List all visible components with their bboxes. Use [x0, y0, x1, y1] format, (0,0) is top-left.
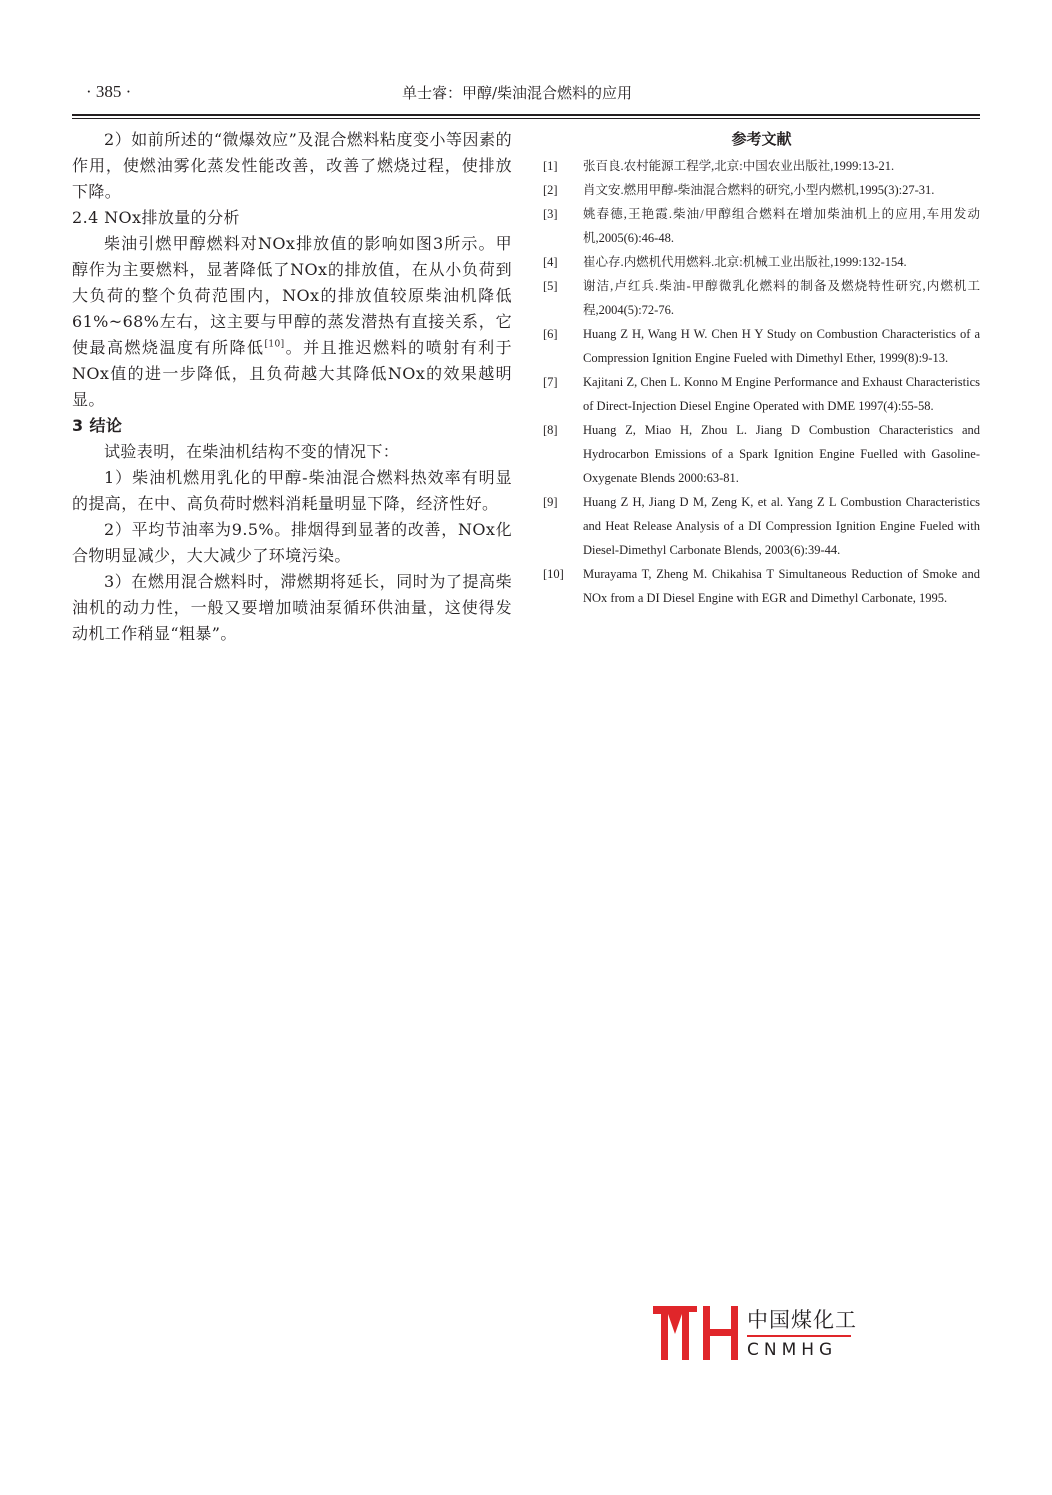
body-column	[72, 127, 512, 647]
paragraph-nox-analysis	[72, 231, 512, 413]
reference-number: [9]	[543, 495, 558, 509]
reference-text: Huang Z H, Wang H W. Chen H Y Study on Combustion Characteristics of a Compression Ignition Engine Fueled with Dimethyl Ether, 1999(8):9-13.	[583, 327, 980, 365]
reference-text: 谢洁,卢红兵.柴油-甲醇微乳化燃料的制备及燃烧特性研究,内燃机工程,2004(5):72-76.	[583, 279, 980, 317]
logo-divider	[747, 1335, 851, 1337]
reference-text: Huang Z, Miao H, Zhou L. Jiang D Combustion Characteristics and Hydrocarbon Emissions of a Spark Ignition Engine Fuelled with Gasoline-Oxygenate Blends 2000:63-81.	[583, 423, 980, 485]
paragraph-micro-explosion: 2）如前所述的“微爆效应”及混合燃料粘度变小等因素的作用，使燃油雾化蒸发性能改善，改善了燃烧过程，使排放下降。	[72, 130, 512, 201]
reference-text: 姚春德,王艳霞.柴油/甲醇组合燃料在增加柴油机上的应用,车用发动机,2005(6):46-48.	[583, 207, 980, 245]
reference-text: 崔心存.内燃机代用燃料.北京:机械工业出版社,1999:132-154.	[583, 255, 907, 269]
reference-item	[543, 322, 980, 370]
header-rule-thick	[72, 114, 980, 116]
cnmhg-logo-mark-icon	[651, 1304, 741, 1362]
reference-item	[543, 490, 980, 562]
citation-10: [10]	[264, 339, 285, 350]
reference-text: Kajitani Z, Chen L. Konno M Engine Performance and Exhaust Characteristics of Direct-Injection Diesel Engine Operated with DME 1997(4):55-58.	[583, 375, 980, 413]
reference-text: 张百良.农村能源工程学,北京:中国农业出版社,1999:13-21.	[583, 159, 895, 173]
reference-number: [10]	[543, 567, 564, 581]
reference-item	[543, 418, 980, 490]
reference-number: [5]	[543, 279, 558, 293]
reference-text: Huang Z H, Jiang D M, Zeng K, et al. Yang Z L Combustion Characteristics and Heat Release Analysis of a DI Compression Ignition Engine Fueled with Diesel-Dimethyl Carbonate Blends, 2003(6):39-44.	[583, 495, 980, 557]
reference-list	[543, 154, 980, 610]
reference-text: Murayama T, Zheng M. Chikahisa T Simultaneous Reduction of Smoke and NOx from a DI Diesel Engine with EGR and Dimethyl Carbonate, 1995.	[583, 567, 980, 605]
references-title: 参考文献	[731, 130, 792, 148]
section-heading-conclusion: 3 结论	[72, 416, 123, 435]
nox-text-tail: 。并且推迟燃料的喷射有利于NOx值的进一步降低，且负荷越大其降低NOx的效果越明显。	[72, 338, 512, 409]
paragraph-conclusion-2: 2）平均节油率为9.5%。排烟得到显著的改善，NOx化合物明显减少，大大减少了环境污染。	[72, 520, 512, 565]
paragraph-conclusion-intro: 试验表明，在柴油机结构不变的情况下：	[104, 442, 400, 461]
references-column	[543, 128, 980, 610]
logo-english-text: CNMHG	[747, 1340, 838, 1360]
reference-item	[543, 274, 980, 322]
reference-item	[543, 562, 980, 610]
logo-chinese-text: 中国煤化工	[747, 1308, 857, 1332]
header-rule-thin	[72, 118, 980, 119]
reference-item	[543, 178, 980, 202]
reference-number: [3]	[543, 207, 558, 221]
nox-text: 柴油引燃甲醇燃料对NOx排放值的影响如图3所示。甲醇作为主要燃料，显著降低了NOx的排放值，在从小负荷到大负荷的整个负荷范围内，NOx的排放值较原柴油机降低61%~68%左右，这主要与甲醇的蒸发潜热有直接关系，它使最高燃烧温度有所降低	[72, 234, 512, 357]
reference-number: [6]	[543, 327, 558, 341]
page-header	[72, 78, 980, 106]
reference-number: [4]	[543, 255, 558, 269]
running-title: 单士睿：甲醇/柴油混合燃料的应用	[402, 84, 633, 102]
reference-text: 肖文安.燃用甲醇-柴油混合燃料的研究,小型内燃机,1995(3):27-31.	[583, 183, 935, 197]
cnmhg-logo	[651, 1304, 861, 1366]
reference-item	[543, 202, 980, 250]
paragraph-conclusion-1: 1）柴油机燃用乳化的甲醇-柴油混合燃料热效率有明显的提高，在中、高负荷时燃料消耗量明显下降，经济性好。	[72, 468, 512, 513]
reference-number: [2]	[543, 183, 558, 197]
paragraph-conclusion-3: 3）在燃用混合燃料时，滞燃期将延长，同时为了提高柴油机的动力性，一般又要增加喷油泵循环供油量，这使得发动机工作稍显“粗暴”。	[72, 572, 512, 643]
section-heading-2-4: 2.4 NOx排放量的分析	[72, 208, 240, 227]
reference-item	[543, 250, 980, 274]
reference-item	[543, 154, 980, 178]
reference-number: [7]	[543, 375, 558, 389]
reference-number: [1]	[543, 159, 558, 173]
page-number: · 385 ·	[86, 82, 132, 101]
reference-item	[543, 370, 980, 418]
reference-number: [8]	[543, 423, 558, 437]
